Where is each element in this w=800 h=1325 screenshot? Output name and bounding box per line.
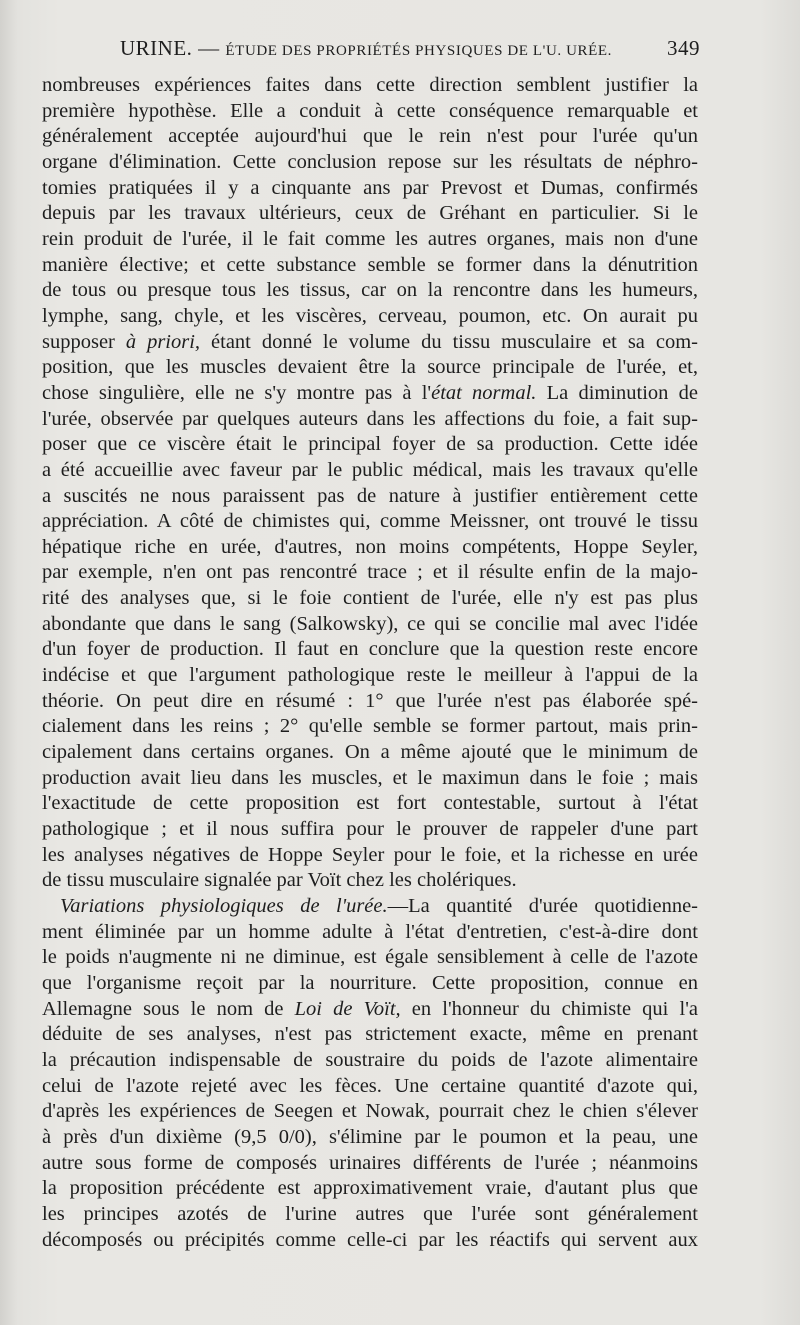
- text-line: cipalement dans certains organes. On a même ajouté que le minimum de: [42, 741, 698, 764]
- text-line: manière élective; et cette substance semble se former dans la dénutrition: [42, 253, 698, 276]
- text-segment: supposer: [42, 330, 126, 353]
- text-line: [42, 997, 698, 1023]
- running-title-sub: ÉTUDE DES PROPRIÉTÉS PHYSIQUES DE L'U. URÉE.: [225, 43, 613, 59]
- text-line: de tous ou presque tous les tissus, car on la rencontre dans les humeurs,: [42, 279, 698, 302]
- text-line: d'un foyer de production. Il faut en conclure que la question reste encore: [42, 638, 698, 661]
- text-line: les analyses négatives de Hoppe Seyler pour le foie, et la richesse en urée: [42, 843, 698, 866]
- page-number: 349: [667, 36, 700, 60]
- text-segment: en l'honneur du chimiste qui l'a: [400, 997, 698, 1020]
- text-line: ment éliminée par un homme adulte à l'état d'entretien, c'est-à-dire dont: [42, 920, 698, 943]
- running-title-main: URINE. —: [120, 36, 220, 60]
- text-line: nombreuses expériences faites dans cette direction semblent justifier la: [42, 74, 698, 96]
- text-segment: La diminution de: [536, 381, 698, 404]
- text-line: théorie. On peut dire en résumé : 1° que l'urée n'est pas élaborée spé-: [42, 689, 698, 712]
- text-line: position, que les muscles devaient être la source principale de l'urée, et,: [42, 356, 698, 379]
- text-line: abondante que dans le sang (Salkowsky), ce qui se concilie mal avec l'idée: [42, 612, 698, 635]
- text-line: les principes azotés de l'urine autres que l'urée sont généralement: [42, 1202, 698, 1225]
- text-line: tomies pratiquées il y a cinquante ans par Prevost et Dumas, confirmés: [42, 176, 698, 199]
- text-line: autre sous forme de composés urinaires différents de l'urée ; néanmoins: [42, 1151, 698, 1174]
- italic-segment: à priori,: [125, 330, 201, 353]
- italic-segment: état normal.: [431, 381, 537, 404]
- text-line: [42, 894, 698, 920]
- body-text: [42, 73, 698, 1253]
- text-line: la précaution indispensable de soustraire du poids de l'azote alimentaire: [42, 1048, 698, 1071]
- text-line: rein produit de l'urée, il le fait comme les autres organes, mais non d'une: [42, 227, 698, 250]
- text-line: a suscités ne nous paraissent pas de nature à justifier entièrement cette: [42, 484, 698, 507]
- text-line: la proposition précédente est approximativement vraie, d'autant plus que: [42, 1177, 698, 1200]
- text-line: généralement acceptée aujourd'hui que le rein n'est pour l'urée qu'un: [42, 125, 698, 148]
- text-line: rité des analyses que, si le foie contient de l'urée, elle n'y est pas plus: [42, 587, 698, 610]
- text-line: décomposés ou précipités comme celle-ci par les réactifs qui servent aux: [42, 1228, 698, 1251]
- text-segment: étant donné le volume du tissu musculaire et sa com-: [200, 330, 698, 353]
- text-line: poser que ce viscère était le principal foyer de sa production. Cette idée: [42, 433, 698, 456]
- text-line: appréciation. A côté de chimistes qui, comme Meissner, ont trouvé le tissu: [42, 510, 698, 533]
- text-line: depuis par les travaux ultérieurs, ceux de Gréhant en particulier. Si le: [42, 202, 698, 225]
- text-line: lymphe, sang, chyle, et les viscères, cerveau, poumon, etc. On aurait pu: [42, 304, 698, 327]
- text-line: par exemple, n'en ont pas rencontré trace ; et il résulte enfin de la majo-: [42, 561, 698, 584]
- text-line: le poids n'augmente ni ne diminue, est égale sensiblement à celle de l'azote: [42, 946, 698, 969]
- text-line: déduite de ses analyses, n'est pas strictement exacte, même en prenant: [42, 1023, 698, 1046]
- text-line: celui de l'azote rejeté avec les fèces. Une certaine quantité d'azote qui,: [42, 1074, 698, 1097]
- running-title: [120, 36, 612, 61]
- text-line: organe d'élimination. Cette conclusion repose sur les résultats de néphro-: [42, 150, 698, 173]
- italic-segment: Variations physiologiques de l'urée.: [60, 895, 388, 917]
- text-segment: Allemagne sous le nom de: [42, 997, 295, 1020]
- text-line: hépatique riche en urée, d'autres, non moins compétents, Hoppe Seyler,: [42, 535, 698, 558]
- text-line: a été accueillie avec faveur par le public médical, mais les travaux qu'elle: [42, 458, 698, 481]
- text-line: d'après les expériences de Seegen et Nowak, pourrait chez le chien s'élever: [42, 1100, 698, 1123]
- text-segment: chose singulière, elle ne s'y montre pas à l': [42, 381, 432, 404]
- text-line: [42, 330, 698, 356]
- text-line: [42, 381, 698, 407]
- text-line: de tissu musculaire signalée par Voït chez les cholériques.: [42, 869, 517, 892]
- text-line: que l'organisme reçoit par la nourriture. Cette proposition, connue en: [42, 971, 698, 994]
- text-line: production avait lieu dans les muscles, et le maximun dans le foie ; mais: [42, 766, 698, 789]
- text-segment: —La quantité d'urée quotidienne-: [387, 895, 698, 917]
- running-header: [120, 36, 700, 72]
- italic-segment: Loi de Voït,: [294, 997, 401, 1020]
- text-line: cialement dans les reins ; 2° qu'elle semble se former partout, mais prin-: [42, 715, 698, 738]
- text-line: première hypothèse. Elle a conduit à cette conséquence remarquable et: [42, 99, 698, 122]
- text-line: l'urée, observée par quelques auteurs dans les affections du foie, a fait sup-: [42, 407, 698, 430]
- text-line: indécise et que l'argument pathologique reste le meilleur à l'appui de la: [42, 664, 698, 687]
- text-line: à près d'un dixième (9,5 0/0), s'élimine par le poumon et la peau, une: [42, 1125, 698, 1148]
- text-line: pathologique ; et il nous suffira pour le prouver de rappeler d'une part: [42, 818, 698, 841]
- text-line: l'exactitude de cette proposition est fort contestable, surtout à l'état: [42, 792, 698, 815]
